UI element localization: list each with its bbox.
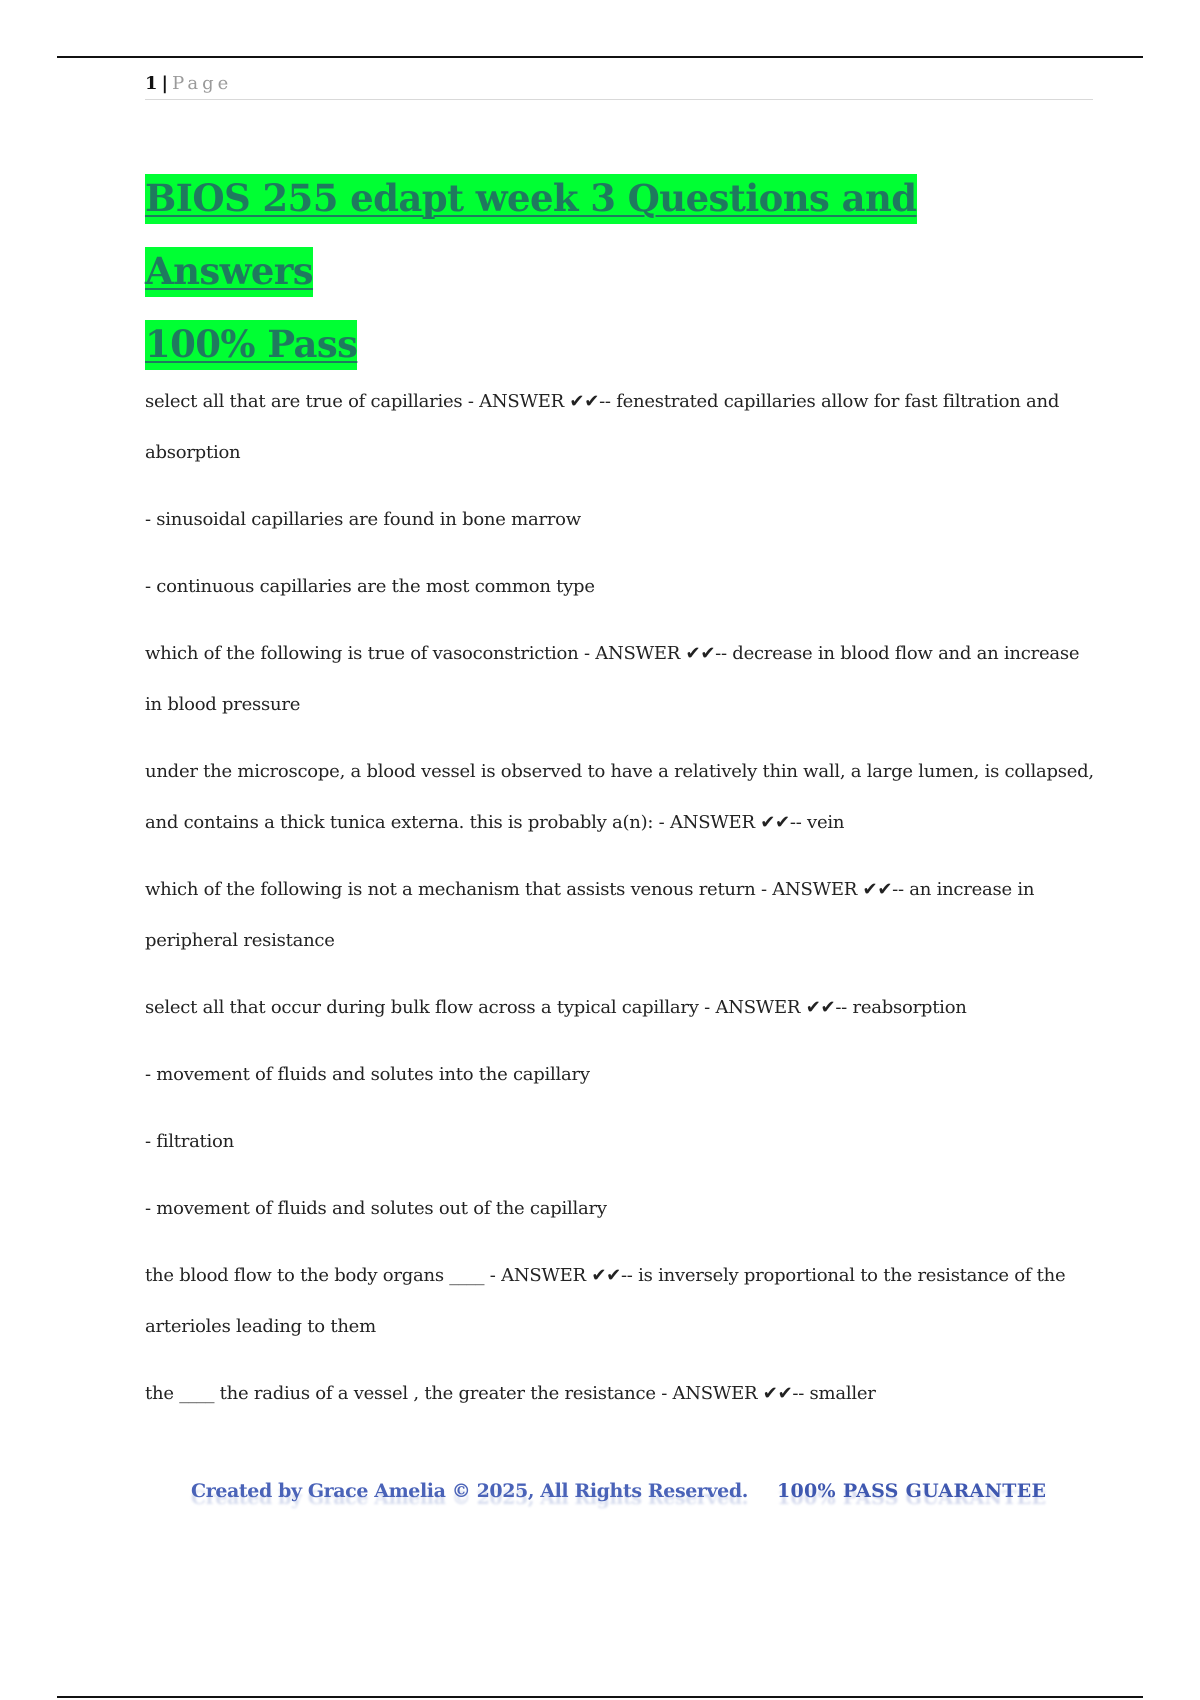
qa-paragraph: - continuous capillaries are the most common type: [145, 576, 595, 597]
page-footer: [0, 1480, 1200, 1540]
title-line-2: 100% Pass: [145, 320, 357, 370]
qa-paragraph: - movement of fluids and solutes into the capillary: [145, 1064, 590, 1085]
qa-paragraph: select all that are true of capillaries - ANSWER ✔✔-- fenestrated capillaries allow for fast filtration and absorption: [145, 391, 1060, 463]
qa-paragraph: select all that occur during bulk flow across a typical capillary - ANSWER ✔✔-- reabsorption: [145, 997, 967, 1018]
page-header: [145, 72, 1093, 100]
qa-paragraph: under the microscope, a blood vessel is observed to have a relatively thin wall, a large lumen, is collapsed, and contains a thick tunica externa. this is probably a(n): - ANSWER ✔✔-- vein: [145, 761, 1094, 833]
page-separator: |: [161, 73, 169, 94]
page-word: Page: [172, 73, 233, 94]
qa-paragraph: which of the following is true of vasoconstriction - ANSWER ✔✔-- decrease in blood flow and an increase in blood pressure: [145, 643, 1080, 715]
qa-paragraph: - movement of fluids and solutes out of the capillary: [145, 1198, 607, 1219]
qa-paragraph: - sinusoidal capillaries are found in bone marrow: [145, 509, 581, 530]
bottom-rule: [57, 1696, 1143, 1698]
qa-paragraph: which of the following is not a mechanism that assists venous return - ANSWER ✔✔-- an increase in peripheral resistance: [145, 879, 1035, 951]
top-rule: [57, 56, 1143, 58]
footer-guarantee: 100% PASS GUARANTEE: [777, 1480, 1047, 1502]
qa-paragraph: - filtration: [145, 1131, 234, 1152]
title-line-1: BIOS 255 edapt week 3 Questions and Answers: [145, 174, 917, 297]
qa-paragraph: the ____ the radius of a vessel , the greater the resistance - ANSWER ✔✔-- smaller: [145, 1383, 876, 1404]
document-title: [145, 162, 1065, 381]
footer-copyright: Created by Grace Amelia © 2025, All Rights Reserved.: [191, 1480, 748, 1502]
qa-paragraph: the blood flow to the body organs ____ - ANSWER ✔✔-- is inversely proportional to the resistance of the arterioles leading to them: [145, 1265, 1066, 1337]
qa-content: [145, 376, 1095, 1435]
page-number: 1: [145, 73, 158, 94]
